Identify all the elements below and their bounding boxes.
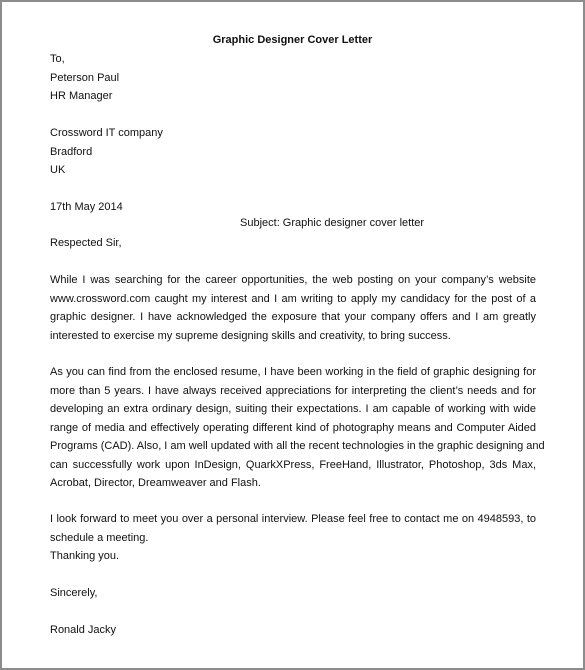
recipient-position: HR Manager: [50, 90, 113, 102]
recipient-name: Peterson Paul: [50, 71, 120, 84]
paragraph-1: [50, 271, 536, 345]
company-city: Bradford: [50, 145, 93, 158]
recipient-block: [50, 50, 536, 106]
signature-name: Ronald Jacky: [50, 624, 117, 636]
greeting: Respected Sir,: [50, 237, 122, 249]
company-name: Crossword IT company: [50, 127, 163, 139]
closing: Sincerely,: [50, 587, 98, 599]
paragraph-line: developing an extra ordinary design, suiting their expectations. I am capable of working with wide: [50, 403, 536, 415]
recipient-to: To,: [50, 53, 65, 65]
thanks-line: Thanking you.: [50, 550, 120, 562]
paragraph-line: While I was searching for the career opportunities, the web posting on your company’s website: [50, 274, 536, 286]
paragraph-line: Programs (CAD). Also, I am well updated with all the recent technologies in the graphic designing and: [50, 440, 545, 452]
paragraph-line: graphic designer. I have acknowledged the exposure that your company offers and I am greatly: [50, 311, 536, 323]
paragraph-line: www.crossword.com caught my interest and I am writing to apply my candidacy for the post of a: [50, 292, 536, 305]
signature-block: [50, 621, 536, 640]
letter-title: Graphic Designer Cover Letter: [212, 34, 373, 46]
paragraph-3: [50, 510, 536, 566]
closing-block: [50, 584, 536, 603]
company-country: UK: [50, 164, 66, 176]
paragraph-line: more than 5 years. I have always received appreciations for interpreting the client’s needs and for: [50, 384, 536, 397]
greeting-block: [50, 234, 536, 253]
letter-subject: Subject: Graphic designer cover letter: [240, 217, 425, 229]
company-address-block: [50, 124, 536, 180]
letter-date: 17th May 2014: [50, 201, 123, 213]
letter-page: [2, 2, 583, 668]
paragraph-line: As you can find from the enclosed resume, I have been working in the field of graphic designing for: [50, 366, 536, 378]
paragraph-line: interested to exercise my supreme designing skills and creativity, to bring success.: [50, 329, 451, 342]
paragraph-line: Acrobat, Director, Dreamweaver and Flash.: [50, 477, 261, 489]
paragraph-line: schedule a meeting.: [50, 531, 149, 544]
paragraph-line: can successfully work upon InDesign, QuarkXPress, FreeHand, Illustrator, Photoshop, 3ds Max,: [50, 458, 536, 471]
paragraph-line: I look forward to meet you over a personal interview. Please feel free to contact me on 4948593, to: [50, 513, 536, 525]
paragraph-2: [50, 363, 545, 493]
paragraph-line: range of media and effectively operating different kind of photography means and Computer Aided: [50, 421, 536, 434]
